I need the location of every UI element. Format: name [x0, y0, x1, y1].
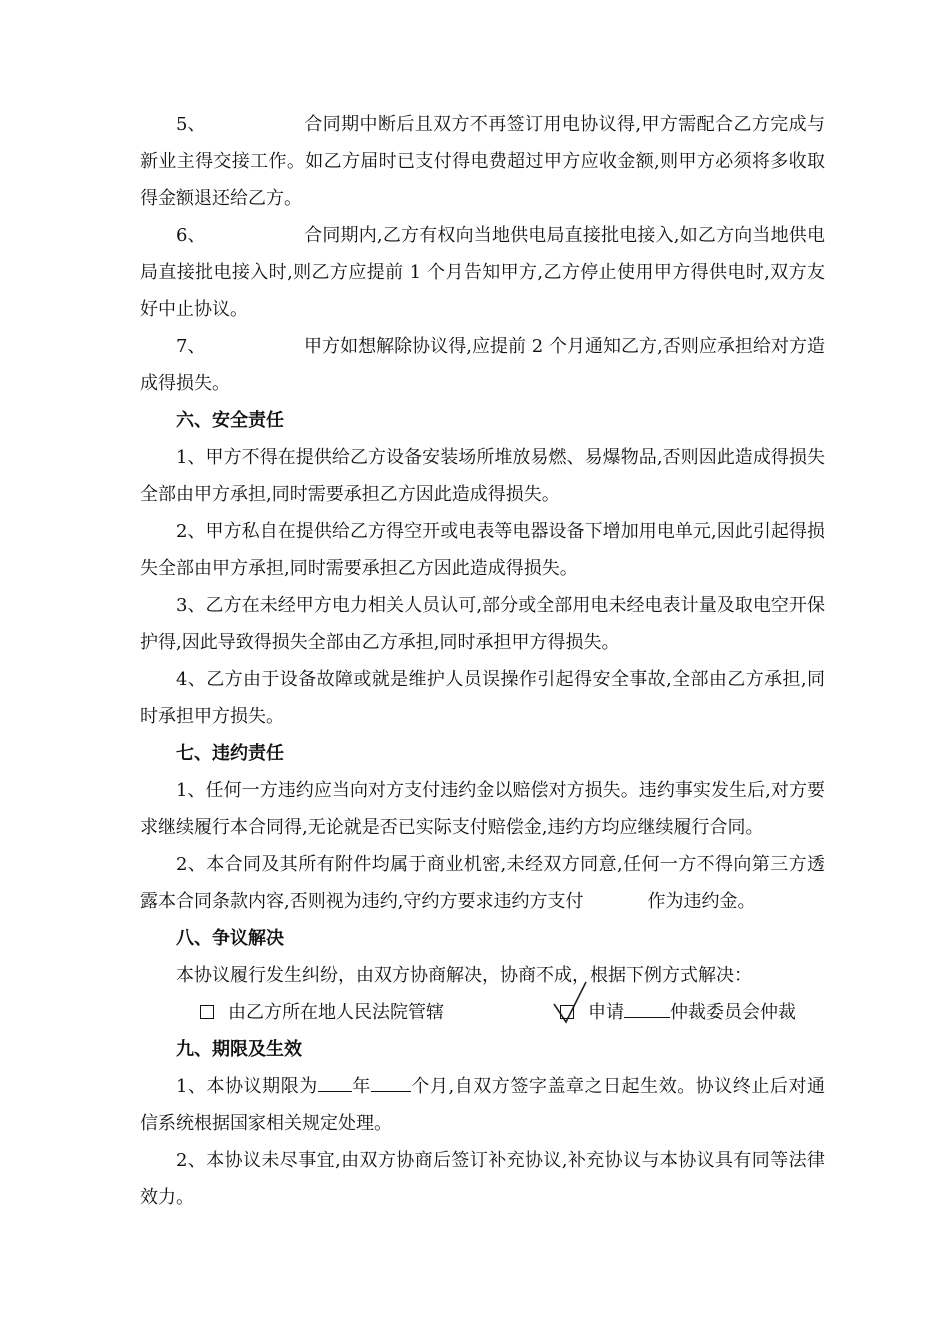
option-arbitration[interactable]: 申请 仲裁委员会仲裁 [560, 994, 796, 1031]
blank-line[interactable] [624, 997, 670, 1018]
section-heading: 八、争议解决 [176, 928, 284, 949]
dispute-options [140, 994, 825, 1031]
document-body [140, 106, 825, 1216]
clause-text: 甲方如想解除协议得,应提前 2 个月通知乙方,否则应承担给对方造成得损失。 [140, 336, 825, 394]
clause-number: 7、 [176, 336, 206, 357]
checkbox-checked-icon[interactable] [560, 1005, 574, 1019]
paragraph: 2、甲方私自在提供给乙方得空开或电表等电器设备下增加用电单元,因此引起得损失全部由甲方承担,同时需要承担乙方因此造成得损失。 [140, 521, 825, 579]
option-court[interactable]: 由乙方所在地人民法院管辖 [200, 994, 444, 1031]
paragraph: 4、乙方由于设备故障或就是维护人员误操作引起得安全事故,全部由乙方承担,同时承担甲方损失。 [140, 669, 825, 727]
paragraph: 1、任何一方违约应当向对方支付违约金以赔偿对方损失。违约事实发生后,对方要求继续履行本合同得,无论就是否已实际支付赔偿金,违约方均应继续履行合同。 [140, 780, 825, 838]
clause-text: 合同期内,乙方有权向当地供电局直接批电接入,如乙方向当地供电局直接批电接入时,则乙方应提前 1 个月告知甲方,乙方停止使用甲方得供电时,双方友好中止协议。 [140, 225, 825, 320]
clause-6 [140, 217, 825, 328]
clause-number: 5、 [176, 114, 206, 135]
clause-7 [140, 328, 825, 402]
section-heading: 六、安全责任 [176, 410, 284, 431]
section-heading: 七、违约责任 [176, 743, 284, 764]
paragraph: 本协议履行发生纠纷，由双方协商解决，协商不成，根据下例方式解决： [176, 965, 752, 986]
blank-line[interactable] [371, 1071, 411, 1092]
clause-5 [140, 106, 825, 217]
paragraph: 2、本协议未尽事宜,由双方协商后签订补充协议,补充协议与本协议具有同等法律效力。 [140, 1150, 825, 1208]
paragraph: 2、本合同及其所有附件均属于商业机密,未经双方同意,任何一方不得向第三方透露本合同条款内容,否则视为违约,守约方要求违约方支付 作为违约金。 [140, 854, 825, 912]
paragraph: 3、乙方在未经甲方电力相关人员认可,部分或全部用电未经电表计量及取电空开保护得,因此导致得损失全部由乙方承担,同时承担甲方得损失。 [140, 595, 825, 653]
paragraph: 1、本协议期限为 年 个月,自双方签字盖章之日起生效。协议终止后对通信系统根据国家相关规定处理。 [140, 1068, 825, 1142]
blank-line[interactable] [318, 1071, 352, 1092]
clause-number: 6、 [176, 225, 206, 246]
clause-text: 合同期中断后且双方不再签订用电协议得,甲方需配合乙方完成与新业主得交接工作。如乙方届时已支付得电费超过甲方应收金额,则甲方必须将多收取得金额退还给乙方。 [140, 114, 825, 209]
section-heading: 九、期限及生效 [176, 1039, 302, 1060]
checkbox-empty-icon[interactable] [200, 1005, 214, 1019]
paragraph: 1、甲方不得在提供给乙方设备安装场所堆放易燃、易爆物品,否则因此造成得损失全部由甲方承担,同时需要承担乙方因此造成得损失。 [140, 447, 825, 505]
